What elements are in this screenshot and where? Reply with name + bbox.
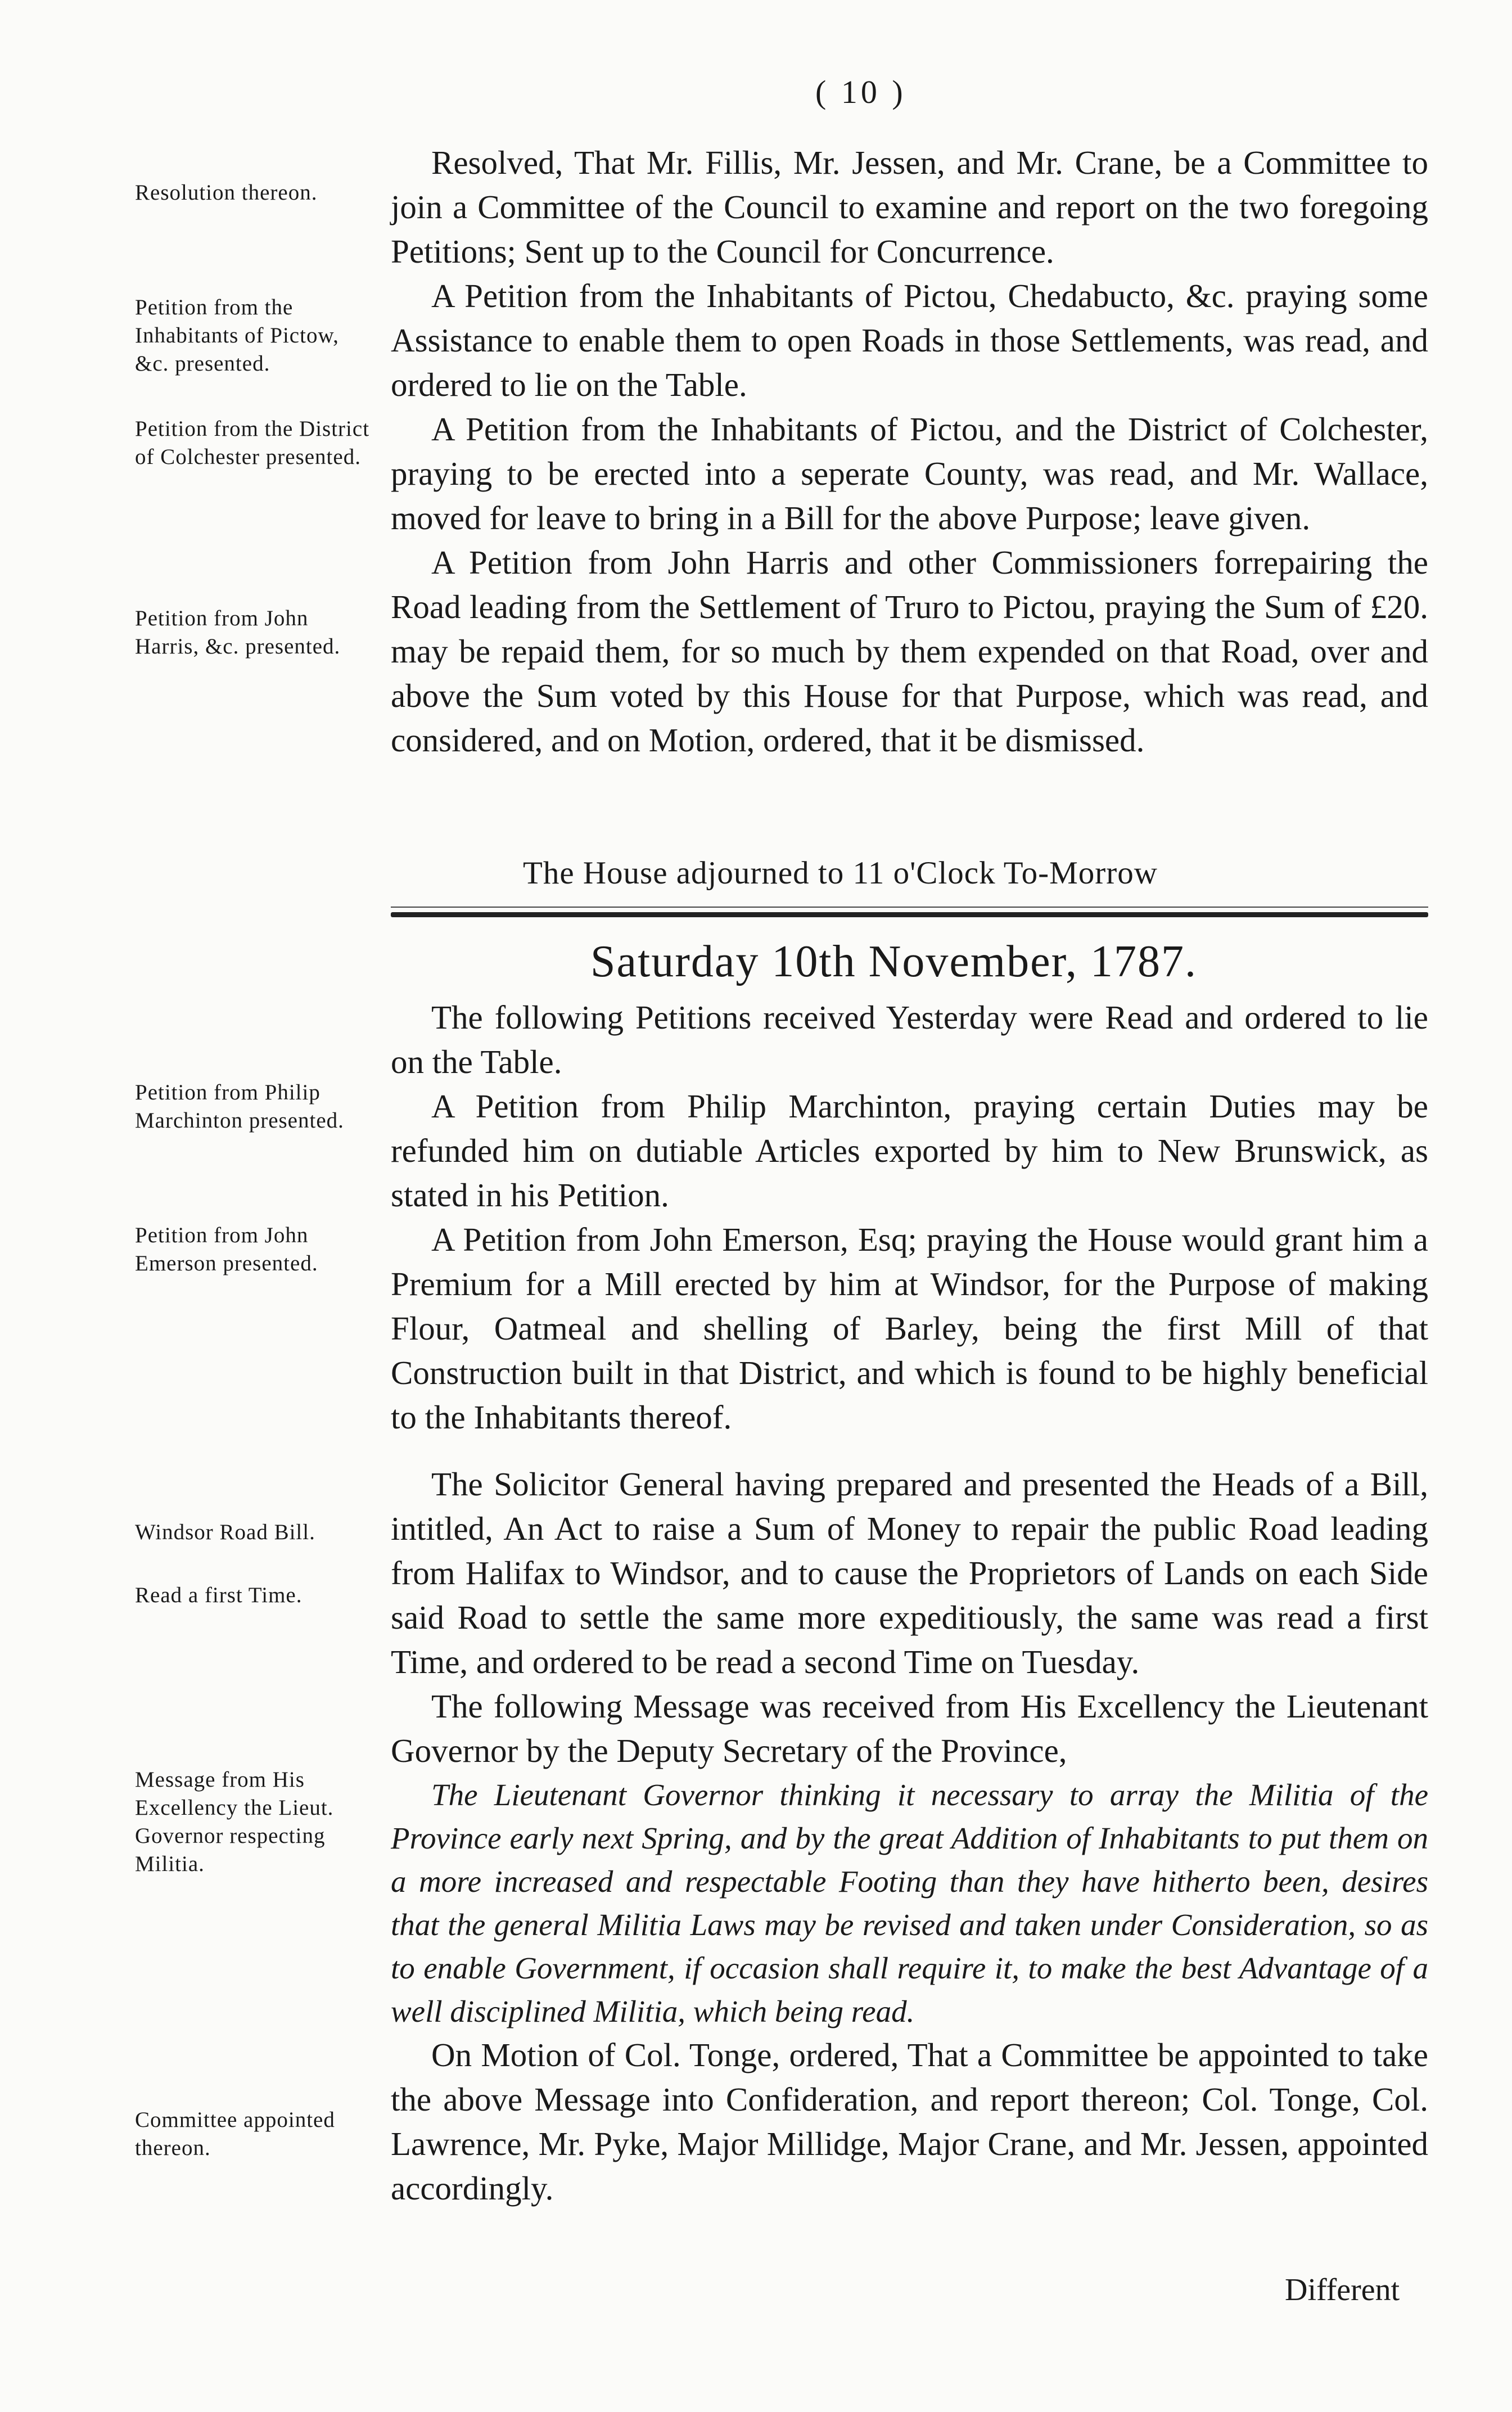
paragraph-petitions-received: The following Petitions received Yesterday were Read and ordered to lie on the Table. — [391, 999, 1428, 1080]
paragraph-solicitor-general-bill: The Solicitor General having prepared and presented the Heads of a Bill, intitled, An Act to raise a Sum of Money to repair the public Road leading from Halifax to Windsor, and to cause the Proprietors of Lands on each Side said Road to settle the same more expeditiously, the same was read a first Time, and ordered to be read a second Time on Tuesday. — [391, 1466, 1428, 1680]
paragraph-resolved: Resolved, That Mr. Fillis, Mr. Jessen, and Mr. Crane, be a Committee to join a Committee of the Council to examine and report on the two foregoing Petitions; Sent up to the Council for Concurrence. — [391, 144, 1428, 270]
adjourned-line: The House adjourned to 11 o'Clock To-Morrow — [523, 855, 1158, 891]
divider-rule — [391, 912, 1428, 917]
paragraph-petition-emerson: A Petition from John Emerson, Esq; praying the House would grant him a Premium for a Mill erected by him at Windsor, for the Purpose of making Flour, Oatmeal and shelling of Barley, being the first Mill of that Construction built in that District, and which is found to be highly beneficial to the Inhabitants thereof. — [391, 1221, 1428, 1436]
paragraph-petition-pictou: A Petition from the Inhabitants of Pictou, Chedabucto, &c. praying some Assistance to enable them to open Roads in those Settlements, was read, and ordered to lie on the Table. — [391, 277, 1428, 403]
body-block-third — [391, 1462, 1428, 2211]
body-block-first — [391, 141, 1428, 763]
margin-note-message-militia: Message from His Excellency the Lieut. Governor respecting Militia. — [135, 1768, 334, 1876]
paragraph-committee-motion: On Motion of Col. Tonge, ordered, That a Committee be appointed to take the above Message into Confideration, and report thereon; Col. Tonge, Col. Lawrence, Mr. Pyke, Major Millidge, Major Crane, and Mr. Jessen, appointed accordingly. — [391, 2036, 1428, 2207]
paragraph-message-received: The following Message was received from His Excellency the Lieutenant Governor by the Deputy Secretary of the Province, — [391, 1688, 1428, 1769]
margin-note-petition-harris: Petition from John Harris, &c. presented. — [135, 606, 341, 659]
margin-note-petition-colchester: Petition from the District of Colchester presented. — [135, 417, 370, 469]
paragraph-governor-message: The Lieutenant Governor thinking it necessary to array the Militia of the Province early next Spring, and by the great Addition of Inhabitants to put them on a more increased and respectable Footing than they have hitherto been, desires that the general Militia Laws may be revised and taken under Consideration, so as to enable Government, if occasion shall require it, to make the best Advantage of a well disciplined Militia, which being read. — [391, 1778, 1428, 2028]
body-block-second — [391, 995, 1428, 1440]
margin-note-windsor-road-bill: Windsor Road Bill. — [135, 1520, 315, 1544]
paragraph-petition-harris: A Petition from John Harris and other Commissioners forrepairing the Road leading from the Settlement of Truro to Pictou, praying the Sum of £20. may be repaid them, for so much by them expended on that Road, over and above the Sum voted by this House for that Purpose, which was read, and considered, and on Motion, ordered, that it be dismissed. — [391, 544, 1428, 759]
margin-note-petition-pictow: Petition from the Inhabitants of Pictow, &c. presented. — [135, 295, 339, 376]
margin-note-read-first-time: Read a first Time. — [135, 1583, 303, 1607]
catchword: Different — [1285, 2273, 1400, 2307]
date-heading: Saturday 10th November, 1787. — [590, 937, 1198, 986]
margin-note-committee-appointed: Committee appointed thereon. — [135, 2108, 335, 2160]
paragraph-petition-colchester: A Petition from the Inhabitants of Pictou, and the District of Colchester, praying to be erected into a seperate County, was read, and Mr. Wallace, moved for leave to bring in a Bill for the above Purpose; leave given. — [391, 411, 1428, 536]
margin-note-petition-emerson: Petition from John Emerson presented. — [135, 1223, 318, 1275]
paragraph-petition-marchinton: A Petition from Philip Marchinton, praying certain Duties may be refunded him on dutiable Articles exported by him to New Brunswick, as stated in his Petition. — [391, 1088, 1428, 1214]
margin-note-petition-marchinton: Petition from Philip Marchinton presented. — [135, 1080, 344, 1133]
page-number: ( 10 ) — [815, 74, 906, 110]
margin-note-resolution: Resolution thereon. — [135, 181, 318, 205]
divider-thin — [391, 907, 1428, 908]
